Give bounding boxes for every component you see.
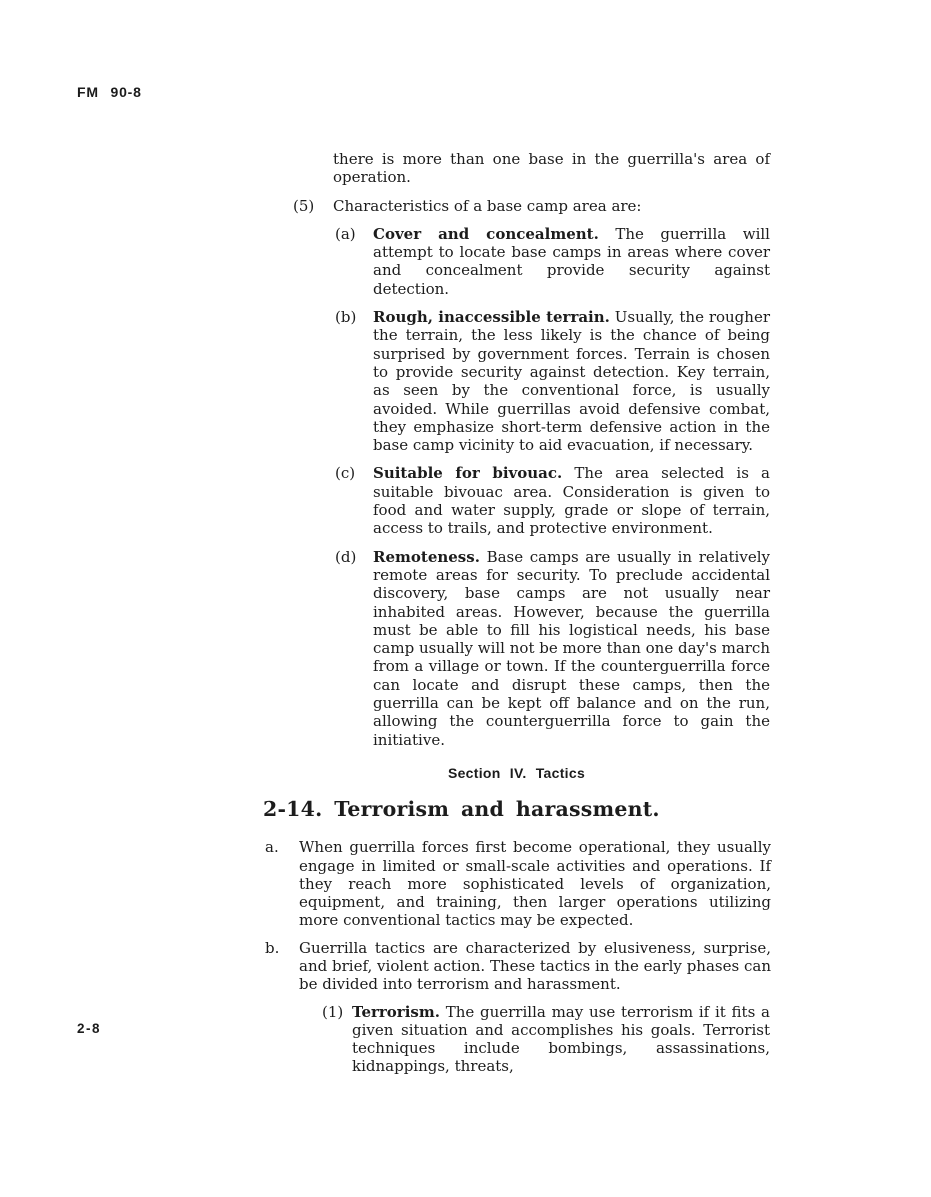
list-item-5 [293,197,770,215]
characteristic-item-b-body: Usually, the rougher the terrain, the less likely is the chance of being surprised by government forces. Terrain is chosen to provide security against detection. Key terrain, as seen by the conventional force, is usually avoided. While guerrillas avoid defensive combat, they emphasize short-term defensive action in the base camp vicinity to aid evacuation, if necessary. [373,308,770,455]
characteristic-item-c-marker: (c) [335,464,356,483]
characteristic-item-a [335,225,770,298]
characteristic-item-b-label: Rough, inaccessible terrain. [373,308,610,327]
paragraph-b-marker: b. [265,938,280,957]
paragraph-a-text: When guerrilla forces first become operational, they usually engage in limited or small-scale activities and operations. If they reach more sophisticated levels of organization, equipment, and training, then larger operations utilizing more conventional tactics may be expected. [299,838,771,930]
characteristic-item-d-label: Remoteness. [373,547,480,566]
list-item-5-text: Characteristics of a base camp area are: [333,196,642,215]
subparagraph-1-terrorism [322,1003,770,1076]
characteristic-item-a-marker: (a) [335,224,356,243]
characteristic-item-c-text [373,464,770,537]
characteristic-item-b-marker: (b) [335,308,357,327]
characteristic-item-b [335,308,770,454]
characteristic-item-d-text [373,548,770,749]
characteristic-item-a-body: The guerrilla will attempt to locate base camps in areas where cover and concealment provide security against detection. [373,224,770,298]
characteristic-item-c-body: The area selected is a suitable bivouac area. Consideration is given to food and water supply, grade or slope of terrain, access to trails, and protective environment. [373,464,770,538]
paragraph-a-marker: a. [265,838,279,857]
paragraph-b [265,939,770,994]
characteristic-item-c-label: Suitable for bivouac. [373,464,563,483]
page-header: FM 90-8 [77,84,142,100]
continuation-paragraph: there is more than one base in the guerrilla's area of operation. [333,150,770,187]
paragraph-a [265,838,770,929]
subparagraph-1-text [352,1003,770,1076]
characteristic-item-d-marker: (d) [335,547,357,566]
characteristic-item-d-body: Base camps are usually in relatively remote areas for security. To preclude accidental discovery, base camps are not usually near inhabited areas. However, because the guerrilla must be able to fill his logistical needs, his base camp usually will not be more than one day's march from a village or town. If the counterguerrilla force can locate and disrupt these camps, then the guerrilla can be kept off balance and on the run, allowing the counterguerrilla force to gain the initiative. [373,547,770,749]
text-column [263,150,770,1076]
characteristic-item-b-text [373,308,770,454]
characteristic-item-a-label: Cover and concealment. [373,224,599,243]
section-heading: Section IV. Tactics [447,764,586,781]
characteristic-item-c [335,464,770,537]
paragraph-b-text: Guerrilla tactics are characterized by elusiveness, surprise, and brief, violent action. These tactics in the early phases can be divided into terrorism and harassment. [299,938,771,994]
subparagraph-1-marker: (1) [322,1002,344,1021]
subparagraph-1-label: Terrorism. [352,1002,440,1021]
characteristic-item-d [335,548,770,749]
subparagraph-1-body: The guerrilla may use terrorism if it fits a given situation and accomplishes his goals. Terrorist techniques include bombings, assassinations, kidnappings, threats, [352,1002,770,1076]
article-heading: 2-14. Terrorism and harassment. [263,797,660,822]
characteristic-item-a-text [373,225,770,298]
page-number: 2-8 [77,1021,102,1036]
list-item-5-marker: (5) [293,196,315,215]
